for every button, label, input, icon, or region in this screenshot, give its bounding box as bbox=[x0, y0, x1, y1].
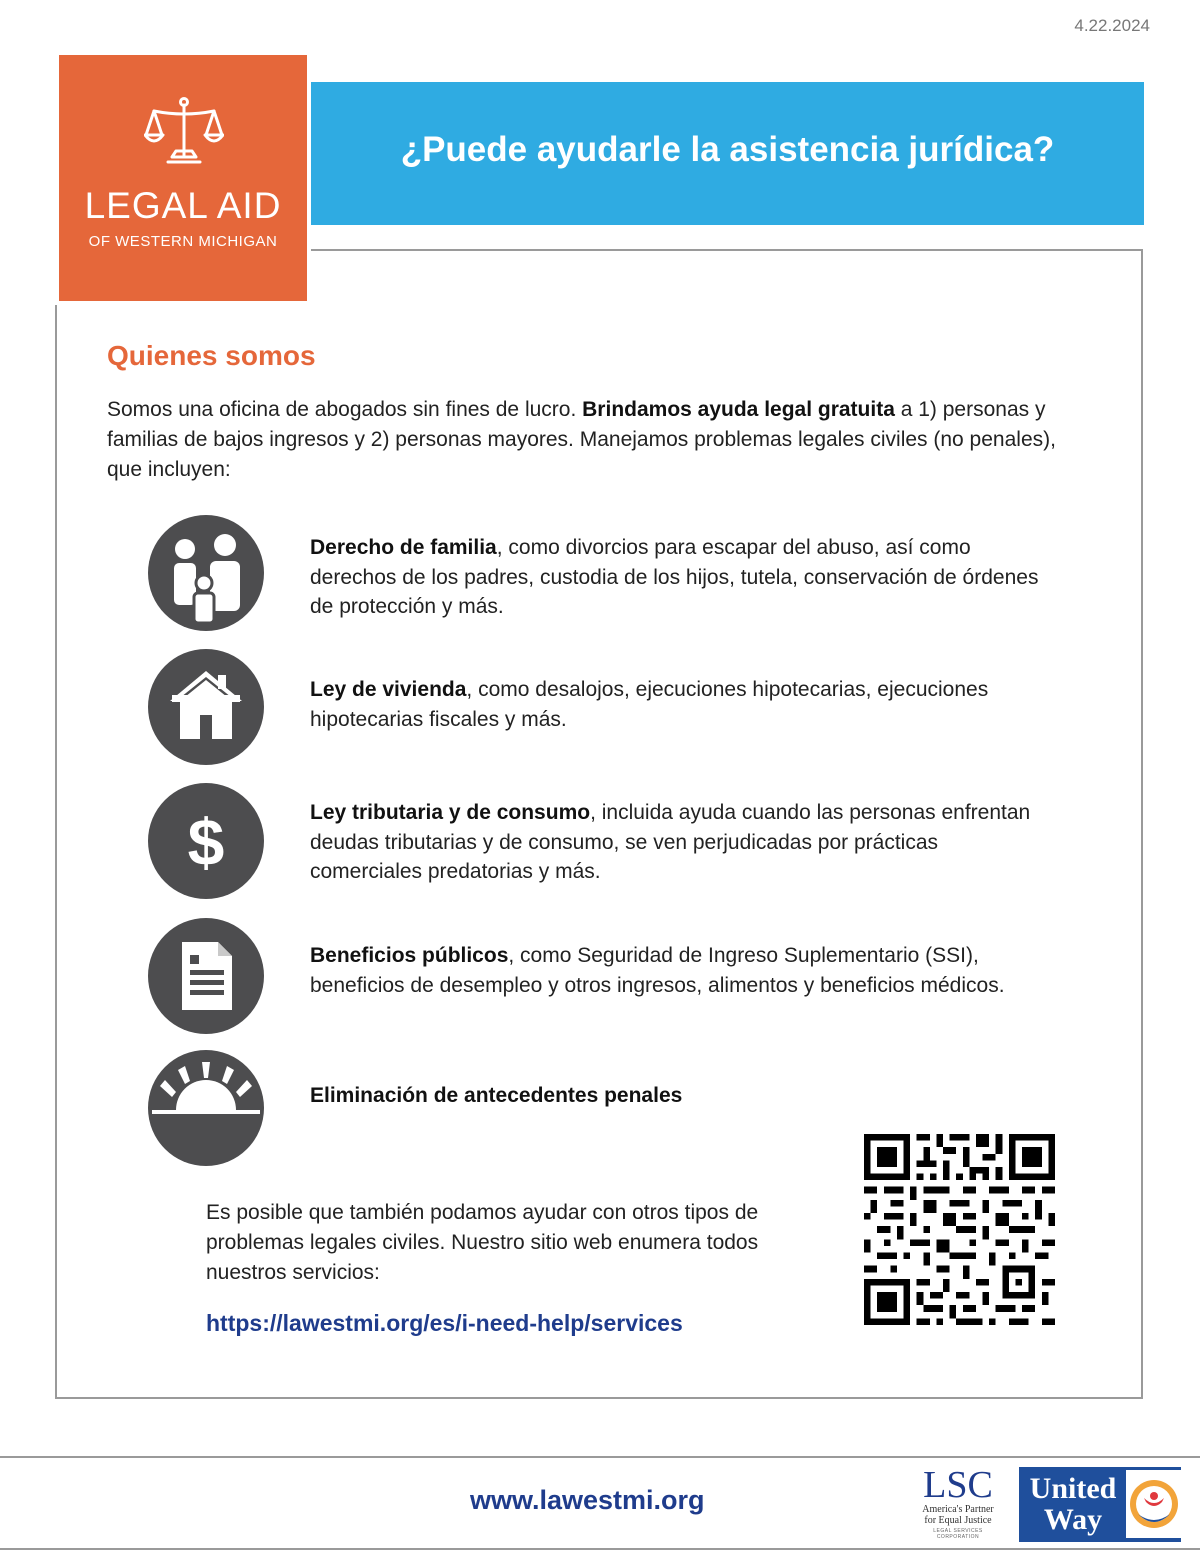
service-item-housing bbox=[310, 675, 1040, 734]
logo-subtitle: OF WESTERN MICHIGAN bbox=[88, 233, 278, 250]
page-title: ¿Puede ayudarle la asistencia jurídica? bbox=[400, 130, 1055, 169]
logo-title: LEGAL AID bbox=[84, 185, 282, 226]
service-title: Eliminación de antecedentes penales bbox=[310, 1084, 683, 1107]
service-item-public-benefits bbox=[310, 941, 1040, 1000]
service-item-family bbox=[310, 533, 1040, 622]
lsc-logo-text: LSC bbox=[923, 1464, 993, 1506]
intro-paragraph bbox=[107, 395, 1092, 485]
document-date: 4.22.2024 bbox=[1074, 16, 1150, 35]
lsc-tagline-2: for Equal Justice bbox=[924, 1515, 992, 1526]
service-item-tax-consumer bbox=[310, 798, 1040, 887]
united-way-hand-icon bbox=[1126, 1470, 1182, 1538]
house-icon bbox=[148, 649, 264, 765]
united-way-text bbox=[1023, 1473, 1123, 1535]
united-way-logo bbox=[1019, 1467, 1181, 1542]
footer-divider-top bbox=[0, 1456, 1200, 1458]
service-description: , como desalojos, ejecuciones hipotecarias, ejecuciones hipotecarias fiscales y más. bbox=[310, 678, 989, 731]
svg-text:$: $ bbox=[187, 805, 225, 879]
service-description: , como divorcios para escapar del abuso, así como derechos de los padres, custodia de los hijos, tutela, conservación de órdenes de protección y más. bbox=[310, 536, 1039, 618]
service-title: Ley de vivienda bbox=[310, 678, 467, 701]
dollar-icon bbox=[148, 783, 264, 899]
scales-of-justice-icon bbox=[144, 95, 224, 167]
service-description: , incluida ayuda cuando las personas enfrentan deudas tributarias y de consumo, se ven perjudicadas por prácticas comerciales predatorias y más. bbox=[310, 801, 1031, 883]
intro-text-rest: a 1) personas y familias de bajos ingresos y 2) personas mayores. Manejamos problemas legales civiles (no penales), que incluyen: bbox=[107, 398, 1056, 481]
more-services-text: Es posible que también podamos ayudar con otros tipos de problemas legales civiles. Nuestro sitio web enumera todos nuestros servicios: bbox=[206, 1201, 759, 1284]
sunrise-icon bbox=[148, 1050, 264, 1166]
document-icon bbox=[148, 918, 264, 1034]
lsc-org-name: LEGAL SERVICES CORPORATION bbox=[933, 1528, 983, 1540]
footer-divider-bottom bbox=[0, 1548, 1200, 1550]
family-icon bbox=[148, 515, 264, 631]
service-title: Ley tributaria y de consumo bbox=[310, 801, 591, 824]
service-title: Derecho de familia bbox=[310, 536, 497, 559]
service-title: Beneficios públicos bbox=[310, 944, 509, 967]
legal-aid-logo bbox=[55, 51, 311, 305]
services-link[interactable]: https://lawestmi.org/es/i-need-help/services bbox=[206, 1310, 683, 1336]
united-way-line-2: Way bbox=[1043, 1503, 1103, 1536]
service-description: , como Seguridad de Ingreso Suplementario (SSI), beneficios de desempleo y otros ingresos, alimentos y beneficios médicos. bbox=[310, 944, 1005, 997]
section-heading: Quienes somos bbox=[107, 340, 316, 371]
lsc-logo bbox=[918, 1466, 998, 1542]
lsc-tagline-1: America's Partner bbox=[922, 1504, 994, 1515]
intro-bold-text: Brindamos ayuda legal gratuita bbox=[582, 398, 895, 421]
title-banner bbox=[311, 82, 1144, 225]
qr-code[interactable] bbox=[864, 1134, 1055, 1325]
service-item-expungement bbox=[310, 1081, 1040, 1111]
united-way-line-1: United bbox=[1029, 1472, 1117, 1505]
intro-text: Somos una oficina de abogados sin fines de lucro. bbox=[107, 398, 583, 421]
footer-website-link[interactable]: www.lawestmi.org bbox=[470, 1485, 705, 1515]
